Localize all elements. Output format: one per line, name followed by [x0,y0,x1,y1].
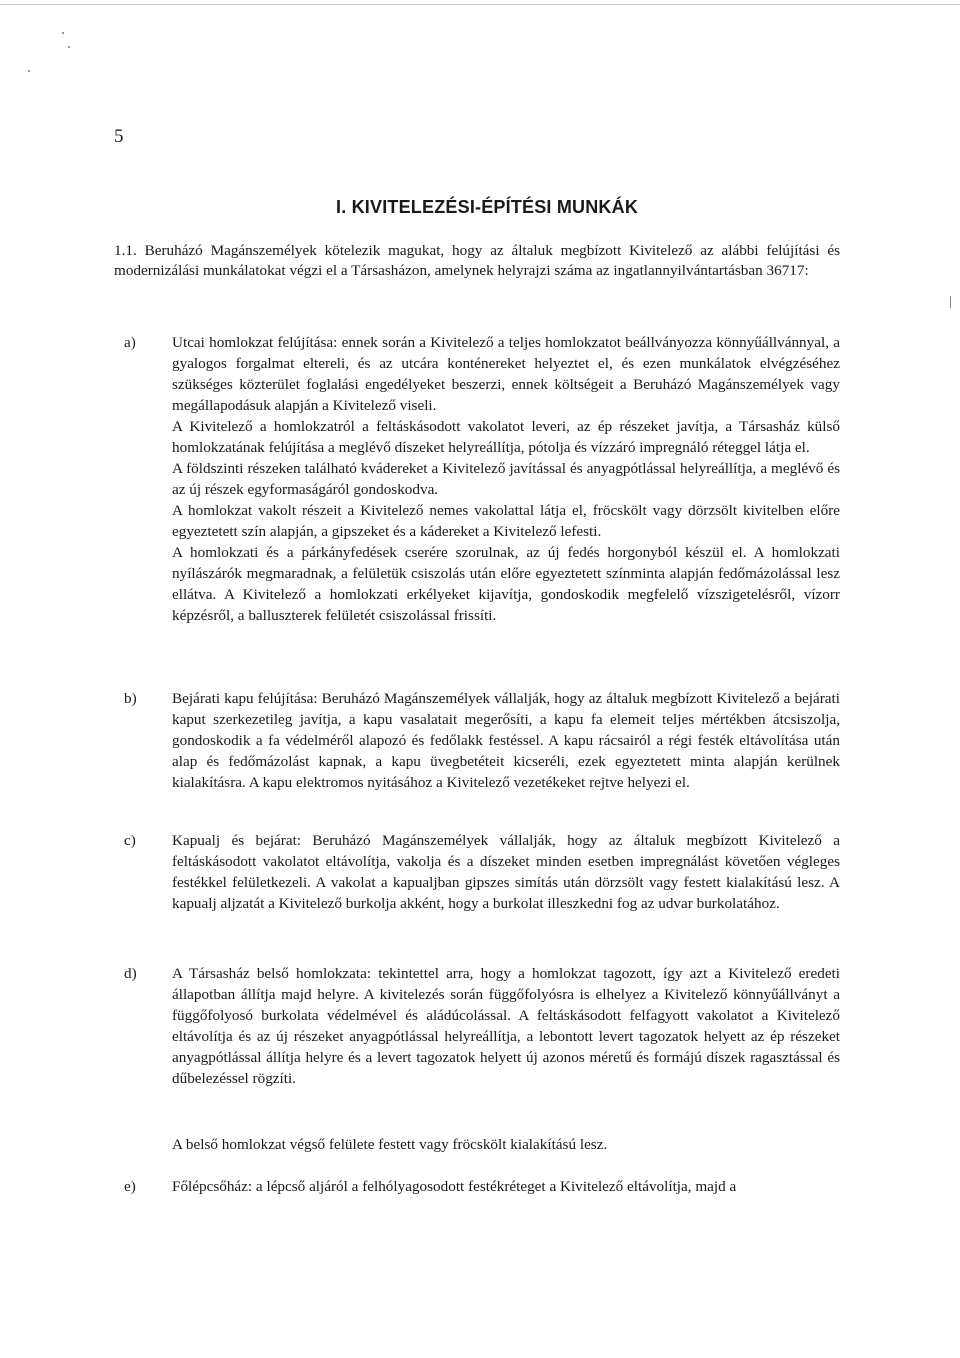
list-item-label: e) [124,1178,136,1195]
scan-speck [68,46,70,48]
scan-speck [28,70,30,72]
list-item-label: c) [124,832,136,849]
item-a-paragraph: A homlokzat vakolt részeit a Kivitelező nemes vakolattal látja el, fröcskölt vagy dörzsölt kivitelben előre egyeztetett szín alapján, a gipszeket és a kádereket a Kivitelező lefesti. [172,502,840,540]
list-item-body: Főlépcsőház: a lépcső aljáról a felhólyagosodott festékréteget a Kivitelező eltávolítja, majd a [172,1178,737,1195]
item-a-paragraph: Utcai homlokzat felújítása: ennek során a Kivitelező a teljes homlokzatot beállványozza könnyűállvánnyal, a gyalogos forgalmat eltereli, és az utcára konténereket helyeztet el, és ezen munkálatok elvégzéséhez szükséges közterület foglalási engedélyeket beszerzi, ennek költségeit a Beruházó Magánszemélyek vagy megállapodásuk alapján a Kivitelező viseli. [172,334,840,414]
scan-speck [62,32,64,34]
list-item-body: A Társasház belső homlokzata: tekintettel arra, hogy a homlokzat tagozott, így azt a Kivitelező eredeti állapotban állítja majd helyre. A kivitelezés során függőfolyósra is elhelyez a Kivitelező könnyűállványt a függőfolyosó burkolata védelmével és aládúcolással. A feltáskásodott felfagyott vakolatot a Kivitelező eltávolítja és az új részeket anyagpótlással helyreállítja, a lebontott levert tagozatok helyett az ép részeket anyagpótlással állítja helyre és a levert tagozatok helyett új azonos méretű és formájú díszek ragasztással és dűbelezéssel rögzíti. [172,965,840,1087]
scan-edge-line [0,4,960,5]
list-item-label: a) [124,334,136,351]
list-item-body: Kapualj és bejárat: Beruházó Magánszemélyek vállalják, hogy az általuk megbízott Kivitelező a feltáskásodott vakolatot eltávolítja, vakolja és a díszeket minden esetben impregnálást követően végleges festékkel felületkezeli. A vakolat a kapualjban gipszes simítás után dörzsölt vagy festett kialakítású lesz. A kapualj aljzatát a Kivitelező burkolja akként, hogy a burkolat illeszkedni fog az udvar burkolatához. [172,832,840,912]
item-a-paragraph: A földszinti részeken található kvádereket a Kivitelező javítással és anyagpótlással helyreállítja, a meglévő és az új részek egyformaságáról gondoskodva. [172,460,840,498]
item-a-paragraph: A Kivitelező a homlokzatról a feltáskásodott vakolatot leveri, az ép részeket javítja, a Társasház külső homlokzatának felújítása a meglévő díszeket helyreállítja, pótolja és vízzáró impregnáló réteggel látja el. [172,418,840,456]
section-heading: I. KIVITELEZÉSI-ÉPÍTÉSI MUNKÁK [336,197,639,217]
list-item-body: Bejárati kapu felújítása: Beruházó Magánszemélyek vállalják, hogy az általuk megbízott Kivitelező a bejárati kaput szerkezetileg javítja, a kapu vasalatait megerősíti, a kapu fa elemeit teljes mértékben átcsiszolja, gondoskodik a fa védelméről alapozó és fedőlakk festéssel. A kapu rácsairól a régi festék eltávolítása után alap és fedőmázolást kapnak, a kapu üvegbetéteit kicseréli, ezek egyeztetett minta alapján kerülnek kialakításra. A kapu elektromos nyitásához a Kivitelező vezetékeket rejtve helyezi el. [172,690,840,791]
intro-paragraph: 1.1. Beruházó Magánszemélyek kötelezik magukat, hogy az általuk megbízott Kivitelező az alábbi felújítási és modernizálási munkálatokat végzi el a Társasházon, amelynek helyrajzi száma az ingatlannyilvántartásban 36717: [114,242,840,280]
item-a-paragraph: A homlokzati és a párkányfedések cserére szorulnak, az új fedés horgonyból készül el. A homlokzati nyílászárók megmaradnak, a felületük csiszolás után előre egyeztetett színminta alapján fedőmázolással lesz ellátva. A Kivitelező a homlokzati erkélyeket kijavítja, gondoskodik megfelelő vízszigetelésről, vízorr képzésről, a balluszterek felületét csiszolással frissíti. [172,544,840,624]
list-item-label: d) [124,965,137,982]
list-item-body [172,332,840,626]
list-item-label: b) [124,690,137,707]
page-number: 5 [114,126,124,147]
scan-margin-mark [950,296,951,308]
item-d-note: A belső homlokzat végső felülete festett vagy fröcskölt kialakítású lesz. [172,1136,608,1153]
